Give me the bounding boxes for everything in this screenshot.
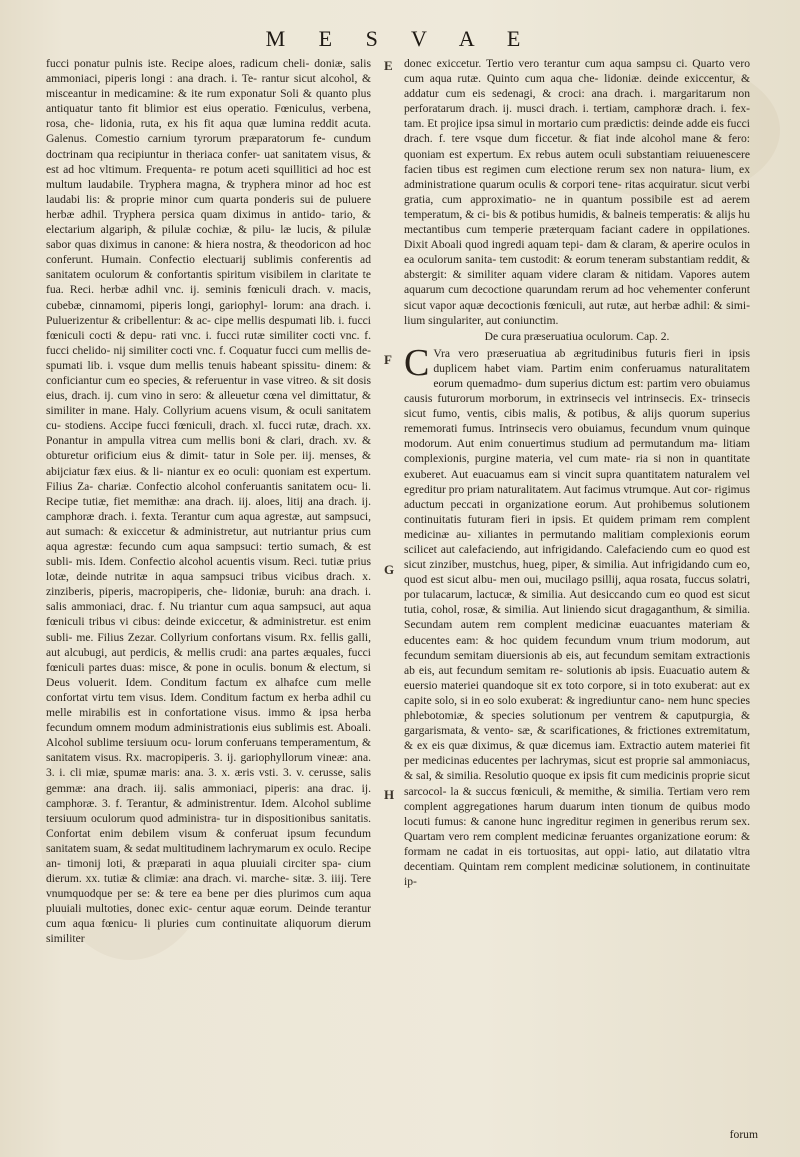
running-head: M E S V A E	[265, 26, 535, 51]
right-column	[404, 56, 750, 1126]
margin-letter-e: E	[384, 58, 393, 73]
margin-letter-f: F	[384, 352, 392, 367]
margin-letter-h: H	[384, 787, 395, 802]
right-column-text-2	[404, 341, 750, 889]
right-column-text-1: donec exiccetur. Tertio vero terantur cum aqua sampsu ci. Quarto vero cum aqua rutæ. Quinto cum aqua che- lidoniæ. deinde exiccentur, & addatur cum eis sedenagi, & croci: ana drach. i. margaritarum non perforatarum drach. ij. musci drach. i. tertiam, camphoræ drach. i. fex- tam. Et projice ipsa simul in mortario cum prædictis: deinde adde eis fucci drach. f. tere vsque dum ficcetur. & fiat inde alcohol mane & fero: quoniam est expertum. Ex rebus autem oculi substantiam reiuuenescere facien tibus est regimen cum electione rerum sex non natura- lium, ex administratione quarum oculis & corpori tene- ritas acquiratur. sicut verbi gratia, cum approximatio- ne in quantum possibile est ad aerem temperatum, & ci- bis & potibus humidis, & balneis temperatis: & alijs hu mectantibus cum temperie præterquam faciant cadere in oppilationes. Dixit Aboali quod ingredi aquam tepi- dam & claram, & aperire oculos in ea oculorum sanita- tem custodit: & eorum teneram substantiam reddit, & abstergit: & similiter aquam videre claram & nitidam. Vapores autem aquarum cum decoctione quarundam rerum ad hoc vehementer conferunt sicut vapor aquæ decoctionis fœniculi, aut rutæ, aut herbæ adhil: & simi- lium singulariter, aut coniunctim.	[404, 57, 750, 327]
catchword: forum	[729, 1128, 758, 1141]
left-column	[46, 56, 371, 1126]
drop-cap: C	[404, 341, 430, 384]
margin-letter-g: G	[384, 562, 395, 577]
chapter-body: Vra vero præseruatiua ab ægritudinibus futuris fieri in ipsis duplicem habet viam. Partim enim conferuamus naturalitatem eorum quemadmo- dum superius dictum est: partim vero obuiamus causis futurorum morborum, in extrinsecis vel intrinsecis. Ex- trinsecis sicut fumo, ventis, cibis malis, & potibus, & alijs quorum superius rememorati fumus. Intrinsecis vero obuiamus, fecundum vnum quinque modorum. Aut enim conuertimus studium ad permutandum ma- litiam complexionis, purgine materia, vel cum mate- ria si non in quantitate exuberet. Aut euacuamus eam si vincit supra quantitatem naturalem vel egreditur pro priam naturalitatem. Aut facimus vtrumque. Aut cor- rigimus aductum peccati in organizatione eorum. Aut prohibemus solutionem continuitatis futuram fieri in ipsis. Et quidem primam rem complent medicinæ au- xiliantes in permutando malitiam complexionis eorum scilicet aut calefaciendo, aut infrigidando. Calefaciendo cum eo quod est sicut zinziber, mustchus, hueg, piper, & similia. Aut infrigidando cum eo, quod est sicut albu- men oui, mucilago psillij, aqua rosata, fuccus solatri, por tulacarum, lactucæ, & similia. Aut desiccando cum eo quod est sicut tutia, cohol, rosæ, & similia. Aut liniendo sicut dragaganthum, & similia. Secundam autem rem complent medicinæ euacuantes materiam & educentes eam: & hoc quidem fecundum vnum trium modorum, aut fecundum semitam diuersionis ab eis, aut fecundum semitam extractionis ab eis, aut fecundum semitam re- solutionis ab ipsis. Euacuatio autem & euersio materiei quandoque sit ex toto corpore, si in toto exuberat: aut ex capite solo, si in eo solo exuberat: & ingrediuntur cano- nem hunc species phlebotomiæ, & species solutionum per ventrem & caputpurgia, & gargarismata, & vento- sæ, & scarificationes, & frictiones extremitatum, & ex eis quæ diximus, & quæ dicemus iam. Extractio autem materiei fit per medicinas educentes per lachrymas, sicut est proprie sal ammoniacus, & sal, & similia. Resolutio quoque ex ipsis fit cum medicinis proprie sicut sarcocol- la & succus fœniculi, & memithe, & similia. Tertiam vero rem complent aggregationes harum duarum inten tionum de quibus modo locuti fumus: & canone hunc ingreditur regimen in generibus rerum sex. Quartam vero rem complent medicinæ feruantes organizatione eorum: & formam ne cadat in eis tortuositas, aut oppi- latio, aut dilatatio vltra decentiam. Quintam rem complent medicinæ solutionem, in continuitate ip-	[404, 346, 750, 889]
chapter-heading: De cura præseruatiua oculorum. Cap. 2.	[484, 329, 670, 343]
left-column-text: fucci ponatur pulnis iste. Recipe aloes, radicum cheli- doniæ, salis ammoniaci, piperis longi : ana drach. i. Te- rantur sicut alcohol, & misceantur in medicamine: & ite rum exponatur Soli & quanto plus antiquatur tanto fit blimior est eius operatio. Fœniculus, verbena, rosa, che- lidonia, ruta, ex his fit aqua quæ lumina reddit acuta. Galenus. Comestio carnium tyrorum præparatorum fe- cundum doctrinam qua recipiuntur in theriaca confer- uat sanitatem visus, & est ad hoc vltimum. Frequenta- re potum aceti squillitici ad hoc est multum laudabile. Tryphera magna, & tryphera minor ad hoc est laudabi lis: & proprie minor cum quarta ponderis sui de puluere herbæ adhil. Tryphera persica quam diximus in antido- tario, & electarium algariph, & pilulæ cochiæ, & pilu- læ lucis, & pilulæ sabor quas diximus in canone: & hiera nostra, & theodoricon ad hoc conferunt. Humain. Confectio electuarij sublimis conferentis ad sanitatem oculorum & confortantis spiritum visibilem in claritate te fua. Reci. herbæ adhil vnc. ij. seminis fœniculi drach. v. macis, cubebæ, cinnamomi, piperis longi, gariophyl- lorum: ana drach. i. Puluerizentur & cribellentur: & ac- cipe mellis despumati lib. i. fucci fœniculi cocti & depu- rati vnc. i. fucci rutæ similiter cocti vnc. f. fucci chelido- nij similiter cocti vnc. f. Coquatur fucci cum mellis de- spumati lib. i. vsque dum mellis tenuis habeant spissitu- dinem: & conficiantur cum eo species, & referuentur in vase vitreo. & sit dosis eius, drach. ij. cum vino in sero: & alleuetur cœna vel dimittatur, & similiter in mane. Haly. Collyrium acuens visum, & oculi sanitatem cu- stodiens. Accipe fucci fœniculi, drach. xl. fucci rutæ, drach. xx. Ponantur in ampulla vitrea cum mellis boni & clari, drach. xv. & obturetur orificium eius & dimit- tatur in Sole per. iij. menses, & abijciatur fæx eius. & li- niantur ex eo oculi: quoniam est expertum. Filius Za- chariæ. Confectio alcohol conferuantis sanitatem ocu- li. Recipe tutiæ, fiet memithæ: ana drach. iij. aloes, litij ana drach. ij. camphoræ drach. i. fexta. Terantur cum aqua agrestæ, aut sampsuci, aut sumach: & exiccetur & administretur, aut nutriantur prius cum aqua agrestæ: fecundo cum aqua sampsuci: tertio sumach, & est subli- mis. Idem. Confectio alcohol acuentis visum. Reci. tutiæ prius lotæ, deinde nutritæ in aqua sampsuci tribus vicibus drach. x. zinziberis, piperis, macropiperis, che- lidoniæ, buruh: ana drach. i. salis ammoniaci, drac. f. Nu triantur cum aqua sampsuci, aut aqua fœniculi tribus vi cibus: deinde exiccetur, & administretur. est enim subli- me. Filius Zezar. Collyrium confortans visum. Rx. fellis galli, aut alcubugi, aut perdicis, & mellis crudi: ana partes æquales, fucci fœniculi partes duas: misce, & pone in oculis. bonum & electum, si Deus voluerit. Idem. Conditum factum ex alhafce cum melle confortat virtu tem visus. Idem. Conditum factum ex herba adhil cu melle mirabilis est in confortatione visus. immo & ipsa herba fecundum omnem modum administrationis eius sublimis est. Aboali. Alcohol sublime tersiuum ocu- lorum conferuans temperamentum, & sanitatem visus. Rx. macropiperis. 3. ij. gariophyllorum vineæ: ana. 3. i. cli miæ, spumæ maris: ana. 3. x. æris vsti. 3. v. cerusse, salis gemmæ: ana drach. iij. salis ammoniaci, piperis: ana drac. ij. camphoræ. 3. f. Terantur, & administrentur. Idem. Alcohol sublime tersiuum oculorum quod administra- tur in dispositionibus sanitatis. Confortat enim debilem visum & conferuat ipsum fecundum sanitatem suam, & sedat multitudinem lachrymarum ex oculo. Recipe an- timonij loti, & præparati in aqua pluuiali circiter spa- cium dierum. xx. tutiæ & climiæ: ana drach. vi. marche- sitæ. 3. iiij. Tere vnumquodque per se: & tere ea bene per dies plurimos cum aqua pluuiali multoties, donec exic- centur aquæ eorum. Deinde terantur cum aqua fœnicu- li pluries cum continuitate aliquorum dierum similiter	[46, 57, 371, 946]
